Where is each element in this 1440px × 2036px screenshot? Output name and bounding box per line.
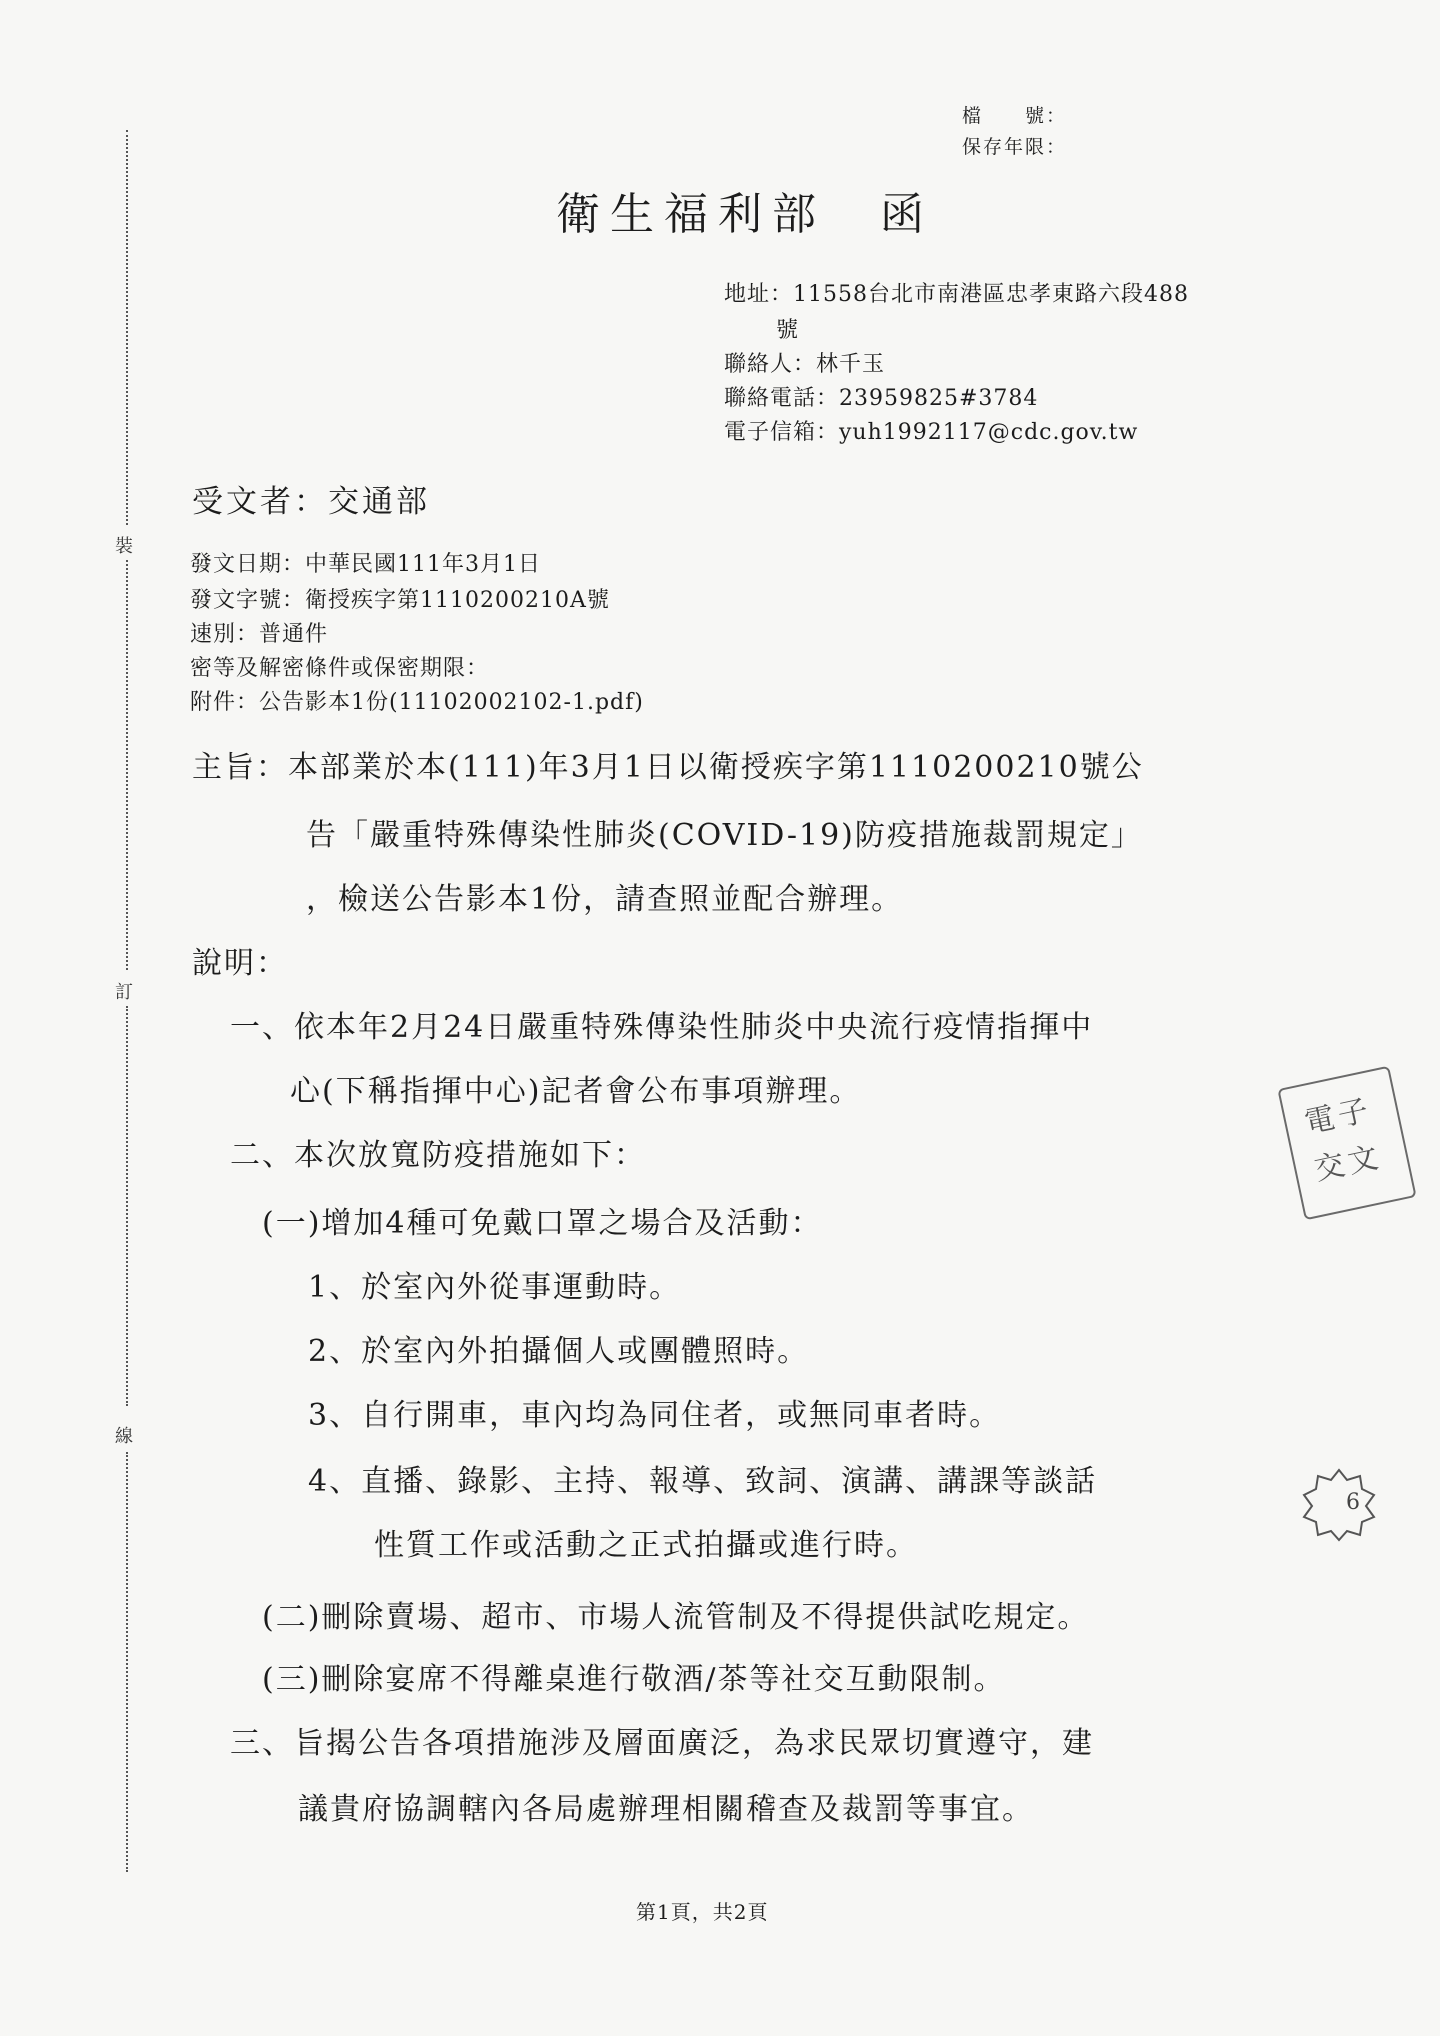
explanation-subitem-1: (一)增加4種可免戴口罩之場合及活動： [262,1206,823,1241]
gear-stamp-icon [1302,1468,1376,1542]
binding-line-segment [126,560,128,970]
explanation-item-3-cont: 議貴府協調轄內各局處辦理相關稽查及裁罰等事宜。 [298,1792,1034,1827]
attachment: 附件：公告影本1份(11102002102-1.pdf) [190,690,644,715]
binding-line-segment [126,1452,128,1872]
explanation-item-2: 二、本次放寬防疫措施如下： [230,1138,646,1173]
secrecy-level: 密等及解密條件或保密期限： [190,656,490,681]
explanation-subitem-2: (二)刪除賣場、超市、市場人流管制及不得提供試吃規定。 [262,1600,1090,1635]
mask-exemption-4-cont: 性質工作或活動之正式拍攝或進行時。 [374,1528,918,1563]
mask-exemption-2: 2、於室內外拍攝個人或團體照時。 [308,1334,810,1369]
retention-period-label: 保存年限： [962,136,1068,158]
sender-contact: 聯絡人：林千玉 [724,352,886,377]
mask-exemption-3: 3、自行開車，車內均為同住者，或無同車者時。 [308,1398,1002,1433]
page-number-stamp [1302,1468,1376,1542]
issue-date: 發文日期：中華民國111年3月1日 [190,552,541,577]
electronic-seal-stamp [1277,1066,1416,1221]
sender-address-cont: 號 [776,318,800,343]
explanation-item-1-cont: 心(下稱指揮中心)記者會公布事項辦理。 [290,1074,862,1109]
delivery-speed: 速別：普通件 [190,622,329,647]
subject-line-1: 主旨：本部業於本(111)年3月1日以衛授疾字第1110200210號公 [192,750,1144,785]
sender-address: 地址：11558台北市南港區忠孝東路六段488 [724,282,1189,307]
document-number: 發文字號：衛授疾字第1110200210A號 [190,588,610,613]
explanation-subitem-3: (三)刪除宴席不得離桌進行敬酒/茶等社交互動限制。 [262,1662,1006,1697]
sender-phone: 聯絡電話：23959825#3784 [724,386,1039,411]
binding-mark-zhuang: 裝 [115,536,133,557]
subject-line-3: ，檢送公告影本1份，請查照並配合辦理。 [306,882,904,917]
recipient: 受文者：交通部 [192,484,430,520]
page-indicator: 第1頁，共2頁 [636,1900,769,1924]
explanation-item-1: 一、依本年2月24日嚴重特殊傳染性肺炎中央流行疫情指揮中 [230,1010,1094,1045]
mask-exemption-4: 4、直播、錄影、主持、報導、致詞、演講、講課等談話 [308,1464,1098,1499]
subject-line-2: 告「嚴重特殊傳染性肺炎(COVID-19)防疫措施裁罰規定」 [306,818,1143,853]
explanation-item-3: 三、旨揭公告各項措施涉及層面廣泛，為求民眾切實遵守，建 [230,1726,1094,1761]
binding-mark-ding: 訂 [115,982,133,1003]
document-title: 衛生福利部 函 [556,189,934,240]
binding-line-segment [126,130,128,525]
sender-email: 電子信箱：yuh1992117@cdc.gov.tw [724,420,1139,445]
binding-mark-xian: 線 [115,1426,133,1447]
page-stamp-number: 6 [1346,1490,1360,1515]
binding-line-segment [126,1006,128,1406]
explanation-heading: 說明： [192,946,288,981]
seal-text: 電子交文 [1301,1092,1386,1188]
file-number-label: 檔 號： [962,105,1068,127]
mask-exemption-1: 1、於室內外從事運動時。 [308,1270,682,1305]
